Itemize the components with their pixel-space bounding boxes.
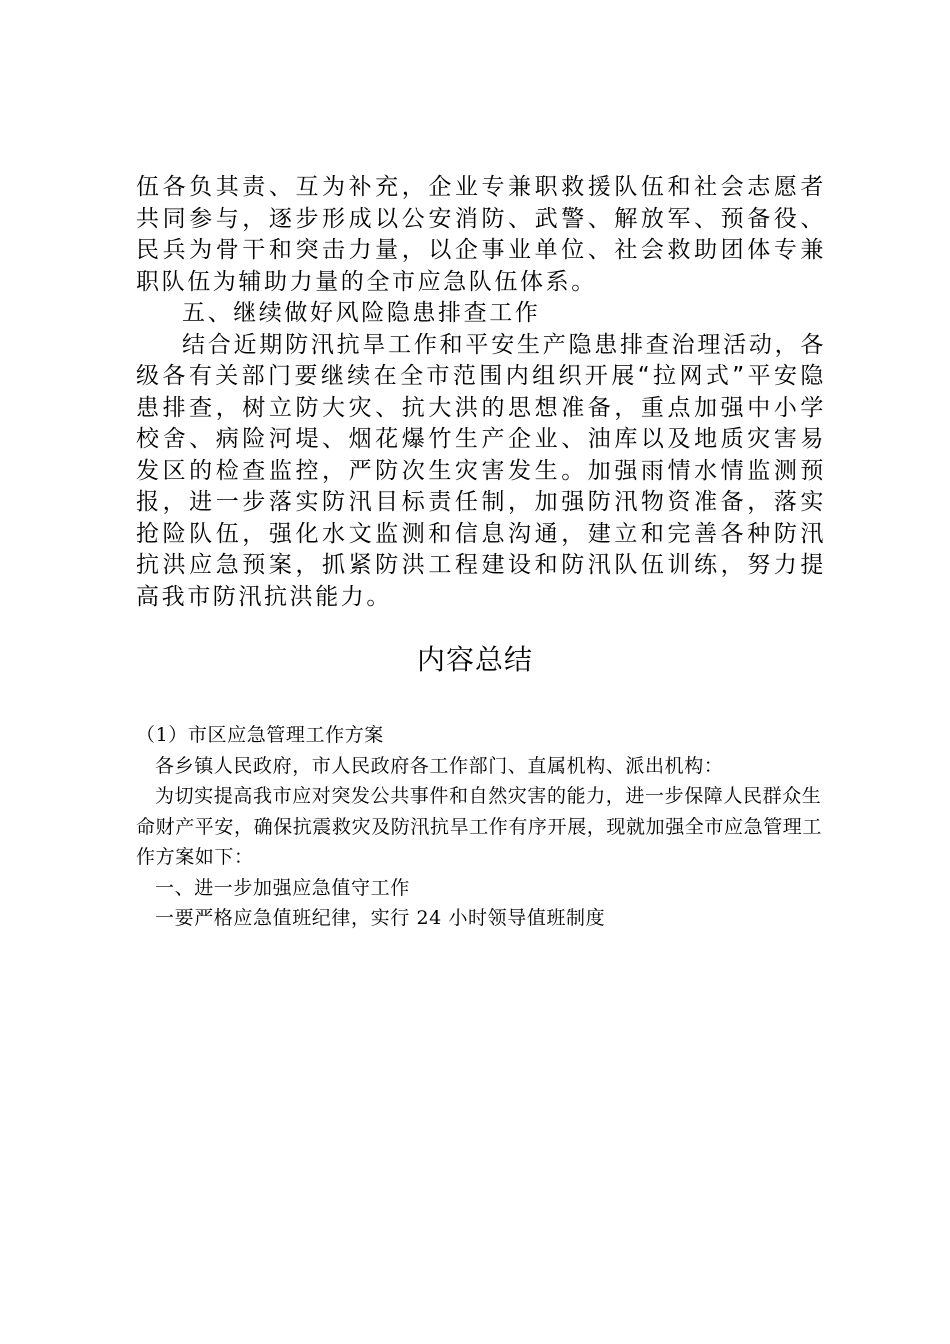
summary-section-heading: 一、进一步加强应急值守工作	[155, 876, 410, 899]
summary-title: 内容总结	[416, 643, 533, 676]
body-paragraph-team-system: 伍各负其责、互为补充，企业专兼职救援队伍和社会志愿者共同参与，逐步形成以公安消防、武警、解放军、预备役、民兵为骨干和突击力量，以企事业单位、社会救助团体专兼职队伍为辅助力量的全市应急队伍体系。	[136, 174, 826, 295]
summary-duty-rule: 一要严格应急值班纪律，实行 24 小时领导值班制度	[155, 907, 606, 929]
summary-intro-paragraph: 为切实提高我市应对突发公共事件和自然灾害的能力，进一步保障人民群众生命财产平安，确保抗震救灾及防汛抗旱工作有序开展，现就加强全市应急管理工作方案如下：	[136, 785, 823, 868]
body-text-block	[136, 172, 826, 613]
body-paragraph-risk-check: 结合近期防汛抗旱工作和平安生产隐患排查治理活动，各级各有关部门要继续在全市范围内组织开展“拉网式”平安隐患排查，树立防大灾、抗大洪的思想准备，重点加强中小学校舍、病险河堤、烟花爆竹生产企业、油库以及地质灾害易发区的检查监控，严防次生灾害发生。加强雨情水情监测预报，进一步落实防汛目标责任制，加强防汛物资准备，落实抢险队伍，强化水文监测和信息沟通，建立和完善各种防汛抗洪应急预案，抓紧防洪工程建设和防汛队伍训练，努力提高我市防汛抗洪能力。	[136, 331, 826, 610]
summary-item-title: （1）市区应急管理工作方案	[136, 724, 384, 746]
summary-text-block	[136, 720, 826, 934]
section-heading-risk-check: 五、继续做好风险隐患排查工作	[182, 300, 541, 326]
summary-addressee: 各乡镇人民政府，市人民政府各工作部门、直属机构、派出机构：	[155, 754, 724, 777]
